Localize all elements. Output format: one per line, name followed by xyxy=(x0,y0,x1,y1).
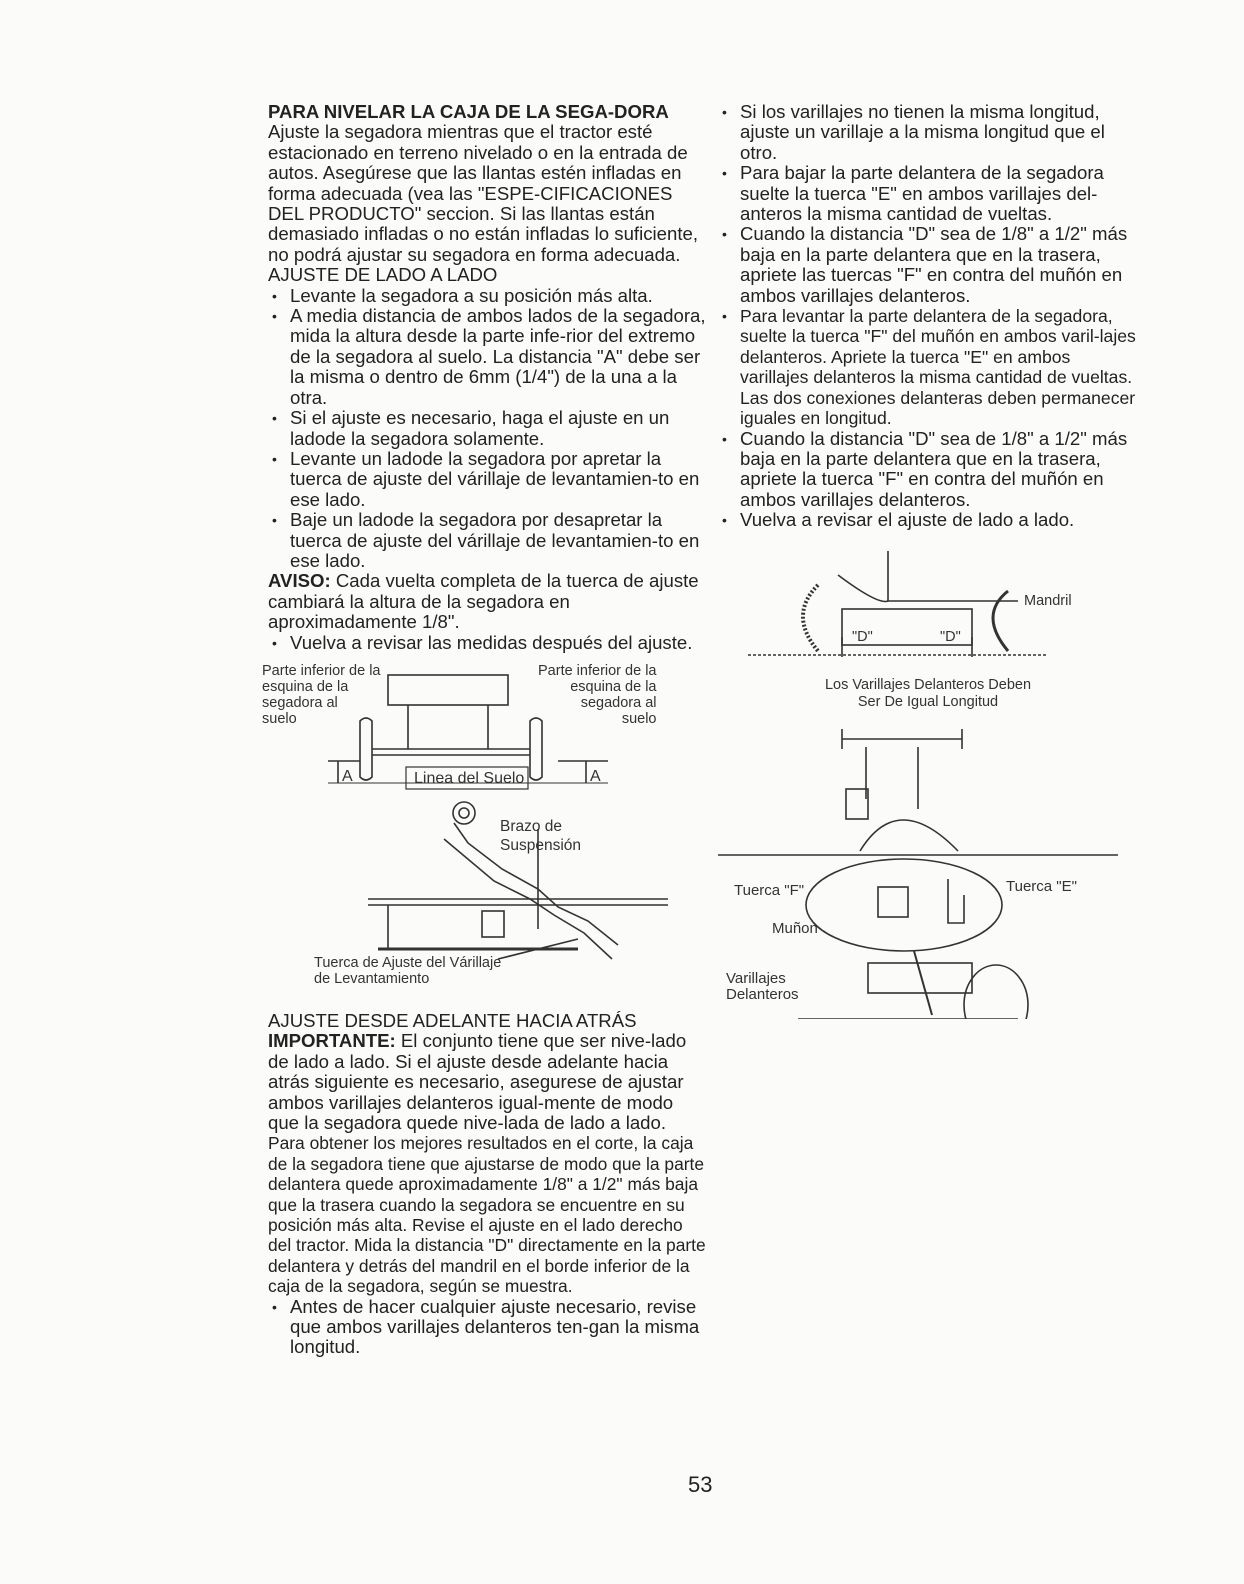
figure-linkage-detail xyxy=(718,719,1138,1019)
figure-suspension-arm xyxy=(268,799,688,995)
left-column xyxy=(262,101,708,1358)
list-item: • Para bajar la parte delantera de la segadora suelte la tuerca "E" en ambos varillajes del-anteros la misma cantidad de vueltas. xyxy=(718,163,1138,224)
list-item: • Vuelva a revisar el ajuste de lado a lado. xyxy=(718,510,1138,530)
list-item: • Si los varillajes no tienen la misma longitud, ajuste un varillaje a la misma longitud que el otro. xyxy=(718,102,1138,163)
label-a-left: A xyxy=(342,767,353,785)
important-label: IMPORTANTE: xyxy=(268,1030,396,1052)
label-d-front: "D" xyxy=(852,628,873,645)
front-adjust-list-narrow xyxy=(718,306,1138,428)
side-to-side-list xyxy=(268,286,708,572)
intro-paragraph: Ajuste la segadora mientras que el tractor esté estacionado en terreno nivelado o en la entrada de autos. Asegúrese que las llantas estén infladas en forma adecuada (vea las "ESPE-CIFICACIONES DEL PRODUCTO" seccion. Si las llantas están demasiado infladas o no están infladas lo suficiente, no podrá ajustar su segadora en forma adecuada. xyxy=(268,121,698,265)
label-d-rear: "D" xyxy=(940,628,961,645)
notice-paragraph xyxy=(268,571,708,632)
recheck-list xyxy=(268,633,708,653)
label-corner-left: Parte inferior de la esquina de la segadora al suelo xyxy=(262,662,381,727)
important-text: El conjunto tiene que ser nive-lado de lado a lado. Si el ajuste desde adelante hacia atrás siguiente es necesario, asegurese de ajustar ambos varillajes delanteros igual-mente de modo que la segadora quede nive-lada de lado a lado. xyxy=(268,1030,687,1133)
label-ground-line: Linea del Suelo xyxy=(414,769,525,787)
list-item: • Levante la segadora a su posición más alta. xyxy=(268,286,708,306)
figure-caption-equal-length: Los Varillajes Delanteros Deben Ser De Igual Longitud xyxy=(824,676,1032,710)
label-lift-nut: Tuerca de Ajuste del Várillaje de Levantamiento xyxy=(314,954,502,987)
list-item: • Baje un ladode la segadora por desapretar la tuerca de ajuste del várillaje de levantamien-to en ese lado. xyxy=(268,510,708,571)
page-number: 53 xyxy=(688,1472,713,1497)
notice-label: AVISO: xyxy=(268,570,331,592)
front-adjust-list-b xyxy=(718,429,1138,531)
side-to-side-heading: AJUSTE DE LADO A LADO xyxy=(268,264,498,286)
label-nut-f: Tuerca "F" xyxy=(734,881,805,899)
list-item: • Cuando la distancia "D" sea de 1/8" a 1/2" más baja en la parte delantera que en la trasera, apriete las tuercas "F" en contra del muñón en ambos varillajes delanteros. xyxy=(718,224,1138,306)
label-front-links: Varillajes Delanteros xyxy=(726,969,799,1003)
mandril-measurement-illustration xyxy=(718,545,1138,675)
list-item: • Levante un ladode la segadora por apretar la tuerca de ajuste del várillaje de levantamien-to en ese lado. xyxy=(268,449,708,510)
important-paragraph xyxy=(268,1031,708,1133)
right-column xyxy=(718,102,1138,1019)
best-results-paragraph: Para obtener los mejores resultados en el corte, la caja de la segadora tiene que ajustarse de modo que la parte delantera quede aproximadamente 1/8" a 1/2" más baja que la trasera cuando la segadora se encuentre en su posición más alta. Revise el ajuste en el lado derecho del tractor. Mida la distancia "D" directamente en la parte delantera y detrás del mandril en el borde inferior de la caja de la segadora, según se muestra. xyxy=(268,1133,706,1297)
figure-side-measurement xyxy=(262,659,688,791)
label-nut-e: Tuerca "E" xyxy=(1006,877,1077,895)
list-item: • Cuando la distancia "D" sea de 1/8" a 1/2" más baja en la parte delantera que en la trasera, apriete la tuerca "F" en contra del muñón en ambos varillajes delanteros. xyxy=(718,429,1138,511)
label-trunnion: Muñon xyxy=(772,919,818,937)
label-corner-right: Parte inferior de la esquina de la segadora al suelo xyxy=(538,662,657,727)
figure-d-measurement xyxy=(718,545,1138,675)
label-a-right: A xyxy=(590,767,601,785)
section-heading-level-deck: PARA NIVELAR LA CAJA DE LA SEGA-DORA xyxy=(268,101,669,122)
list-item: • Antes de hacer cualquier ajuste necesario, revise que ambos varillajes delanteros ten-gan la misma longitud. xyxy=(268,1297,708,1358)
list-item: • A media distancia de ambos lados de la segadora, mida la altura desde la parte infe-rior del extremo de la segadora al suelo. La distancia "A" debe ser la misma o dentro de 6mm (1/4") de la una a la otra. xyxy=(268,306,708,408)
final-list xyxy=(268,1297,708,1358)
front-adjust-list-a xyxy=(718,102,1138,306)
list-item: • Para levantar la parte delantera de la segadora, suelte la tuerca "F" del muñón en ambos varil-lajes delanteros. Apriete la tuerca "E" en ambos varillajes delanteros la misma cantidad de vueltas. Las dos conexiones delanteras deben permanecer iguales en longitud. xyxy=(718,306,1138,428)
notice-text: Cada vuelta completa de la tuerca de ajuste cambiará la altura de la segadora en aproximadamente 1/8". xyxy=(268,570,699,633)
list-item: • Si el ajuste es necesario, haga el ajuste en un ladode la segadora solamente. xyxy=(268,408,708,449)
front-to-back-heading: AJUSTE DESDE ADELANTE HACIA ATRÁS xyxy=(268,1009,637,1031)
label-suspension-arm: Brazo de Suspensión xyxy=(500,817,582,854)
list-item: • Vuelva a revisar las medidas después del ajuste. xyxy=(268,633,708,653)
label-mandril: Mandril xyxy=(1024,592,1072,609)
